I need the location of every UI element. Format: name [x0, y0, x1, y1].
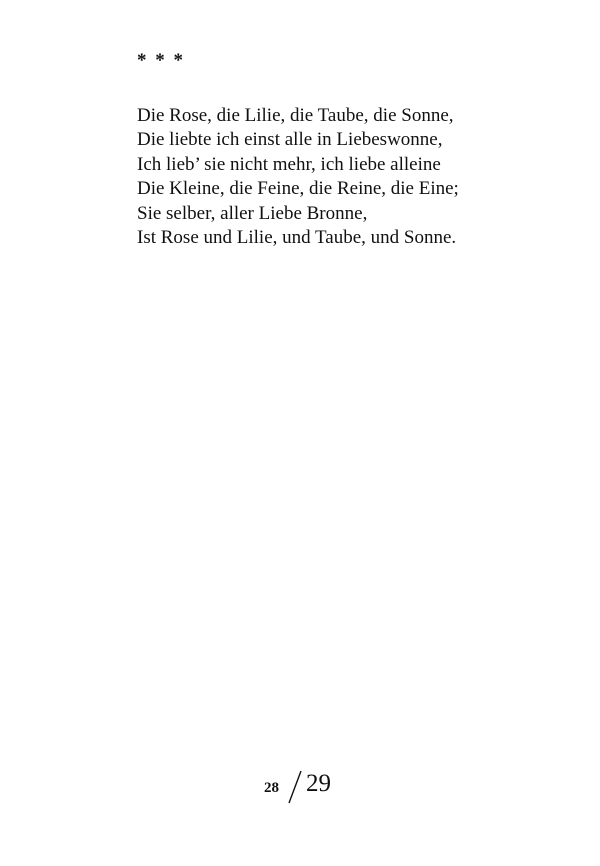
poem-stanza — [137, 104, 537, 250]
poem-line: Die Rose, die Lilie, die Taube, die Sonne, — [137, 105, 454, 126]
slash-separator-icon — [286, 770, 304, 804]
current-page-number: 28 — [264, 780, 279, 796]
page-indicator — [264, 766, 354, 806]
poem-line: Die liebte ich einst alle in Liebeswonne, — [137, 129, 443, 151]
poem-line: Ist Rose und Lilie, und Taube, und Sonne. — [137, 227, 457, 249]
section-ornament: * * * — [137, 50, 185, 71]
poem-line: Sie selber, aller Liebe Bronne, — [137, 202, 368, 224]
poem-line: Die Kleine, die Feine, die Reine, die Eine; — [137, 178, 459, 200]
poem-line: Ich lieb’ sie nicht mehr, ich liebe alleine — [137, 153, 441, 175]
total-page-count: 29 — [306, 770, 331, 797]
